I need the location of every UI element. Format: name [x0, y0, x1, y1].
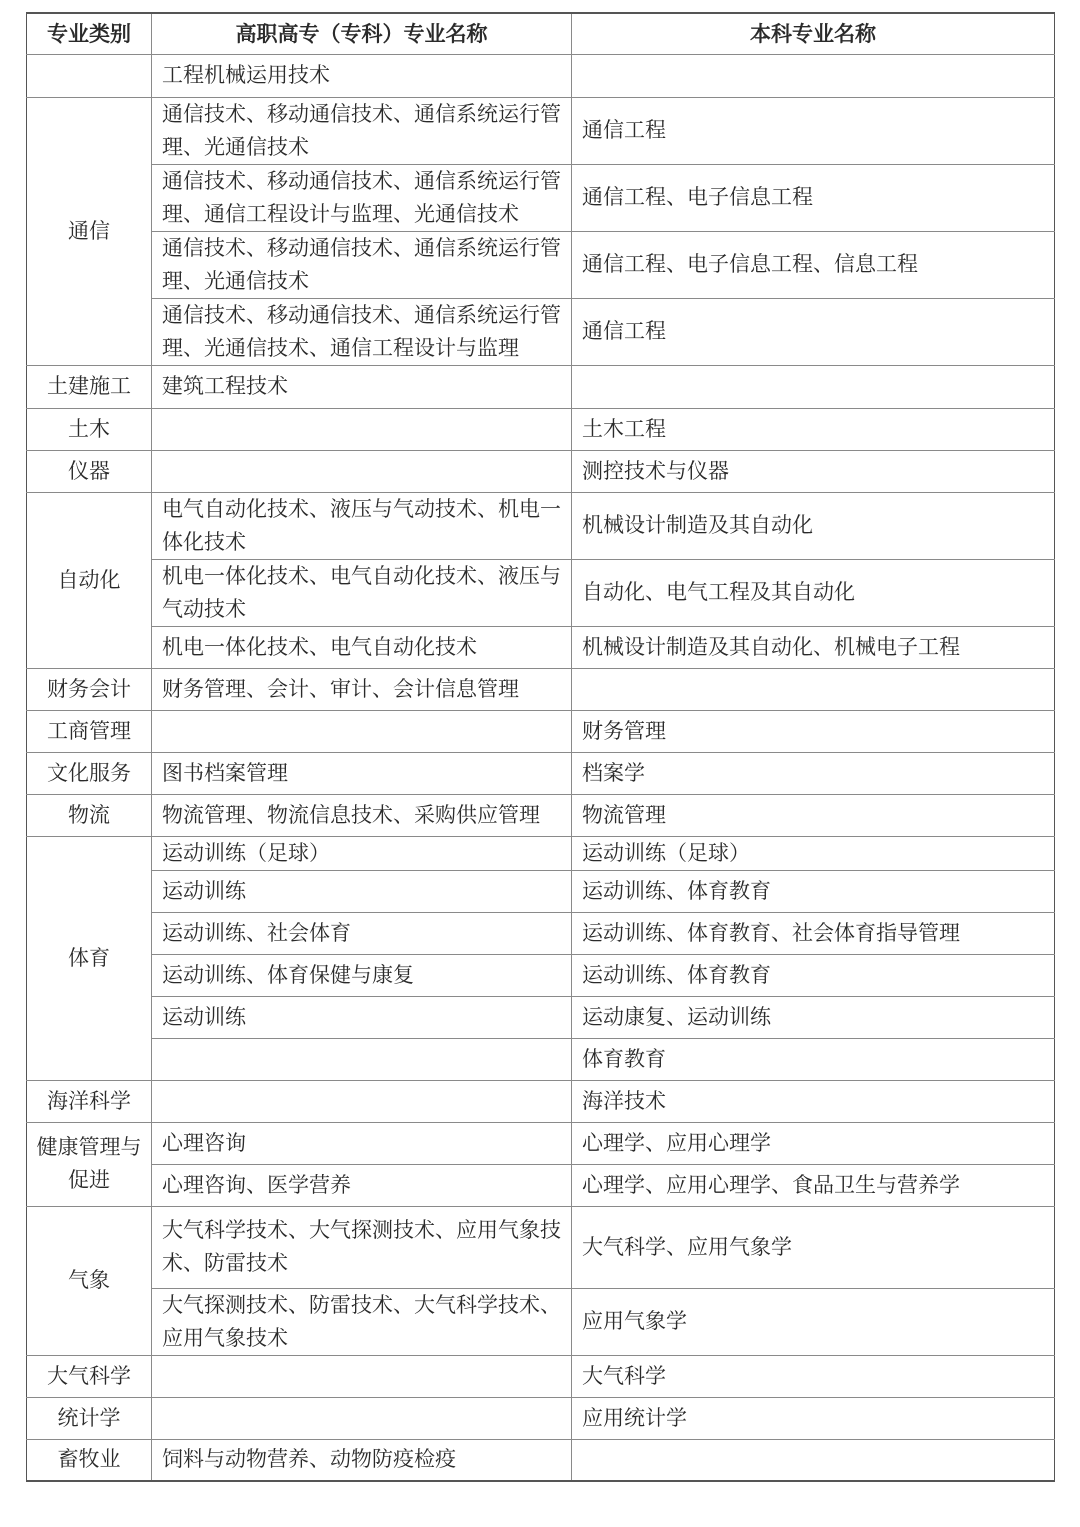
category-cell [27, 54, 152, 97]
table-row [27, 1206, 1055, 1288]
table-row [27, 870, 1055, 912]
undergrad-cell: 通信工程 [572, 97, 1055, 164]
vocational-cell [152, 710, 572, 752]
category-cell: 财务会计 [27, 668, 152, 710]
vocational-cell: 通信技术、移动通信技术、通信系统运行管理、光通信技术、通信工程设计与监理 [152, 298, 572, 365]
category-cell: 海洋科学 [27, 1080, 152, 1122]
category-cell: 体育 [27, 836, 152, 1080]
undergrad-cell: 体育教育 [572, 1038, 1055, 1080]
table-row [27, 559, 1055, 626]
table-row [27, 54, 1055, 97]
undergrad-cell: 通信工程 [572, 298, 1055, 365]
undergrad-cell: 应用统计学 [572, 1397, 1055, 1439]
vocational-cell: 通信技术、移动通信技术、通信系统运行管理、通信工程设计与监理、光通信技术 [152, 164, 572, 231]
vocational-cell: 工程机械运用技术 [152, 54, 572, 97]
vocational-cell [152, 1355, 572, 1397]
table-row [27, 836, 1055, 870]
table-row [27, 450, 1055, 492]
undergrad-cell: 大气科学 [572, 1355, 1055, 1397]
major-mapping-table [26, 12, 1055, 1482]
vocational-cell: 运动训练 [152, 870, 572, 912]
undergrad-cell: 通信工程、电子信息工程、信息工程 [572, 231, 1055, 298]
undergrad-cell: 财务管理 [572, 710, 1055, 752]
table-row [27, 668, 1055, 710]
category-cell: 气象 [27, 1206, 152, 1355]
undergrad-cell: 心理学、应用心理学 [572, 1122, 1055, 1164]
undergrad-cell: 物流管理 [572, 794, 1055, 836]
undergrad-cell: 心理学、应用心理学、食品卫生与营养学 [572, 1164, 1055, 1206]
undergrad-cell: 运动训练、体育教育 [572, 954, 1055, 996]
undergrad-cell: 运动训练、体育教育、社会体育指导管理 [572, 912, 1055, 954]
undergrad-cell: 自动化、电气工程及其自动化 [572, 559, 1055, 626]
vocational-cell: 电气自动化技术、液压与气动技术、机电一体化技术 [152, 492, 572, 559]
vocational-cell [152, 1397, 572, 1439]
table-row [27, 996, 1055, 1038]
category-cell: 物流 [27, 794, 152, 836]
category-cell: 健康管理与促进 [27, 1122, 152, 1206]
table-row [27, 164, 1055, 231]
vocational-cell: 大气探测技术、防雷技术、大气科学技术、应用气象技术 [152, 1288, 572, 1355]
category-cell: 畜牧业 [27, 1439, 152, 1481]
undergrad-cell [572, 365, 1055, 408]
vocational-cell: 机电一体化技术、电气自动化技术 [152, 626, 572, 668]
table-row [27, 912, 1055, 954]
vocational-cell: 物流管理、物流信息技术、采购供应管理 [152, 794, 572, 836]
category-cell: 统计学 [27, 1397, 152, 1439]
category-cell: 文化服务 [27, 752, 152, 794]
vocational-cell [152, 450, 572, 492]
vocational-cell [152, 1038, 572, 1080]
undergrad-cell [572, 1439, 1055, 1481]
undergrad-cell: 测控技术与仪器 [572, 450, 1055, 492]
category-cell: 通信 [27, 97, 152, 365]
undergrad-cell: 运动康复、运动训练 [572, 996, 1055, 1038]
vocational-cell: 心理咨询 [152, 1122, 572, 1164]
table-row [27, 298, 1055, 365]
vocational-cell: 运动训练、社会体育 [152, 912, 572, 954]
vocational-cell: 建筑工程技术 [152, 365, 572, 408]
table-row [27, 231, 1055, 298]
undergrad-cell: 应用气象学 [572, 1288, 1055, 1355]
table-row [27, 794, 1055, 836]
vocational-cell [152, 1080, 572, 1122]
vocational-cell: 财务管理、会计、审计、会计信息管理 [152, 668, 572, 710]
table-row [27, 1439, 1055, 1481]
table-row [27, 408, 1055, 450]
undergrad-cell: 大气科学、应用气象学 [572, 1206, 1055, 1288]
category-cell: 土木 [27, 408, 152, 450]
table-row [27, 1288, 1055, 1355]
table-row [27, 492, 1055, 559]
header-undergrad: 本科专业名称 [572, 13, 1055, 54]
undergrad-cell: 运动训练（足球） [572, 836, 1055, 870]
table-row [27, 1397, 1055, 1439]
vocational-cell: 大气科学技术、大气探测技术、应用气象技术、防雷技术 [152, 1206, 572, 1288]
vocational-cell: 机电一体化技术、电气自动化技术、液压与气动技术 [152, 559, 572, 626]
undergrad-cell: 机械设计制造及其自动化 [572, 492, 1055, 559]
vocational-cell: 图书档案管理 [152, 752, 572, 794]
table-row [27, 97, 1055, 164]
table-header-row [27, 13, 1055, 54]
category-cell: 大气科学 [27, 1355, 152, 1397]
table-row [27, 954, 1055, 996]
table-row [27, 1355, 1055, 1397]
header-vocational: 高职高专（专科）专业名称 [152, 13, 572, 54]
table-body [27, 54, 1055, 1481]
vocational-cell: 运动训练、体育保健与康复 [152, 954, 572, 996]
undergrad-cell [572, 54, 1055, 97]
vocational-cell: 通信技术、移动通信技术、通信系统运行管理、光通信技术 [152, 231, 572, 298]
undergrad-cell: 土木工程 [572, 408, 1055, 450]
category-cell: 仪器 [27, 450, 152, 492]
table-row [27, 1164, 1055, 1206]
undergrad-cell: 运动训练、体育教育 [572, 870, 1055, 912]
category-cell: 工商管理 [27, 710, 152, 752]
table-row [27, 365, 1055, 408]
undergrad-cell: 海洋技术 [572, 1080, 1055, 1122]
undergrad-cell: 机械设计制造及其自动化、机械电子工程 [572, 626, 1055, 668]
vocational-cell: 运动训练（足球） [152, 836, 572, 870]
vocational-cell: 饲料与动物营养、动物防疫检疫 [152, 1439, 572, 1481]
undergrad-cell: 通信工程、电子信息工程 [572, 164, 1055, 231]
table-row [27, 752, 1055, 794]
table-row [27, 1038, 1055, 1080]
category-cell: 自动化 [27, 492, 152, 668]
table-row [27, 1122, 1055, 1164]
vocational-cell: 通信技术、移动通信技术、通信系统运行管理、光通信技术 [152, 97, 572, 164]
table-row [27, 626, 1055, 668]
table-row [27, 1080, 1055, 1122]
header-category: 专业类别 [27, 13, 152, 54]
undergrad-cell: 档案学 [572, 752, 1055, 794]
vocational-cell: 运动训练 [152, 996, 572, 1038]
undergrad-cell [572, 668, 1055, 710]
vocational-cell: 心理咨询、医学营养 [152, 1164, 572, 1206]
vocational-cell [152, 408, 572, 450]
category-cell: 土建施工 [27, 365, 152, 408]
table-row [27, 710, 1055, 752]
